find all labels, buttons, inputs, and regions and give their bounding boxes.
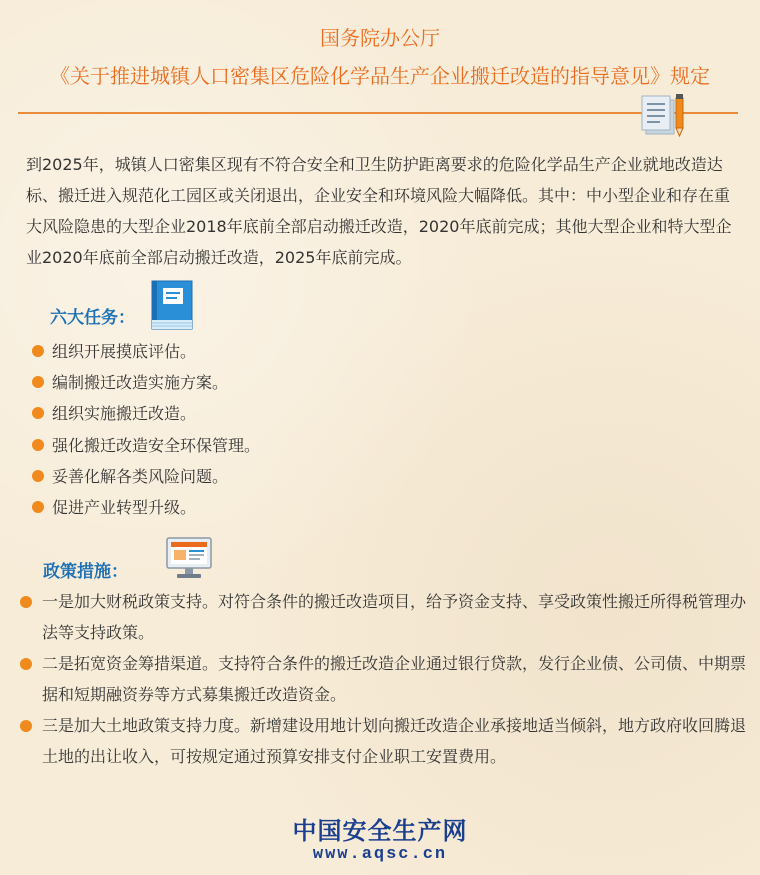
bullet-dot-icon: [20, 596, 32, 608]
list-item: [20, 586, 748, 648]
bullet-dot-icon: [32, 439, 44, 451]
task-text: 促进产业转型升级。: [52, 497, 197, 517]
document-pencil-icon: [640, 92, 690, 138]
intro-paragraph: 到2025年，城镇人口密集区现有不符合安全和卫生防护距离要求的危险化学品生产企业就地改造达标、搬迁进入规范化工园区或关闭退出，企业安全和环境风险大幅降低。其中：中小型企业和存在重大风险隐患的大型企业2018年底前全部启动搬迁改造，2020年底前完成；其他大型企业和特大型企业2020年底前全部启动搬迁改造，2025年底前完成。: [26, 155, 732, 267]
measure-text: 二是拓宽资金筹措渠道。支持符合条件的搬迁改造企业通过银行贷款，发行企业债、公司债、中期票据和短期融资券等方式募集搬迁改造资金。: [42, 654, 747, 704]
list-item: [30, 398, 730, 429]
task-text: 妥善化解各类风险问题。: [52, 466, 229, 486]
document-title: 《关于推进城镇人口密集区危险化学品生产企业搬迁改造的指导意见》规定: [50, 64, 710, 88]
tasks-list: [30, 336, 730, 523]
task-text: 编制搬迁改造实施方案。: [52, 373, 229, 393]
monitor-icon: [165, 536, 213, 580]
task-text: 组织实施搬迁改造。: [52, 404, 197, 424]
site-logo[interactable]: [0, 818, 760, 866]
book-icon: [151, 280, 193, 330]
task-text: 强化搬迁改造安全环保管理。: [52, 435, 261, 455]
list-item: [30, 367, 730, 398]
bullet-dot-icon: [20, 658, 32, 670]
list-item: [30, 430, 730, 461]
measure-text: 三是加大土地政策支持力度。新增建设用地计划向搬迁改造企业承接地适当倾斜，地方政府收回腾退土地的出让收入，可按规定通过预算安排支付企业职工安置费用。: [42, 716, 747, 766]
measure-text: 一是加大财税政策支持。对符合条件的搬迁改造项目，给予资金支持、享受政策性搬迁所得税管理办法等支持政策。: [42, 592, 747, 642]
measures-heading: 政策措施：: [43, 562, 128, 582]
list-item: [20, 710, 748, 772]
logo-name: 中国安全生产网: [292, 816, 468, 845]
bullet-dot-icon: [32, 407, 44, 419]
tasks-heading: 六大任务：: [50, 308, 135, 328]
list-item: [30, 461, 730, 492]
bullet-dot-icon: [32, 470, 44, 482]
task-text: 组织开展摸底评估。: [52, 342, 197, 361]
list-item: [30, 336, 730, 367]
bullet-dot-icon: [32, 501, 44, 513]
bullet-dot-icon: [32, 376, 44, 388]
header-divider: [18, 112, 738, 114]
list-item: [20, 648, 748, 710]
bullet-dot-icon: [32, 345, 44, 357]
list-item: [30, 492, 730, 523]
bullet-dot-icon: [20, 720, 32, 732]
issuer-title: 国务院办公厅: [320, 26, 440, 50]
measures-list: [20, 586, 748, 772]
logo-url[interactable]: www.aqsc.cn: [312, 845, 448, 864]
